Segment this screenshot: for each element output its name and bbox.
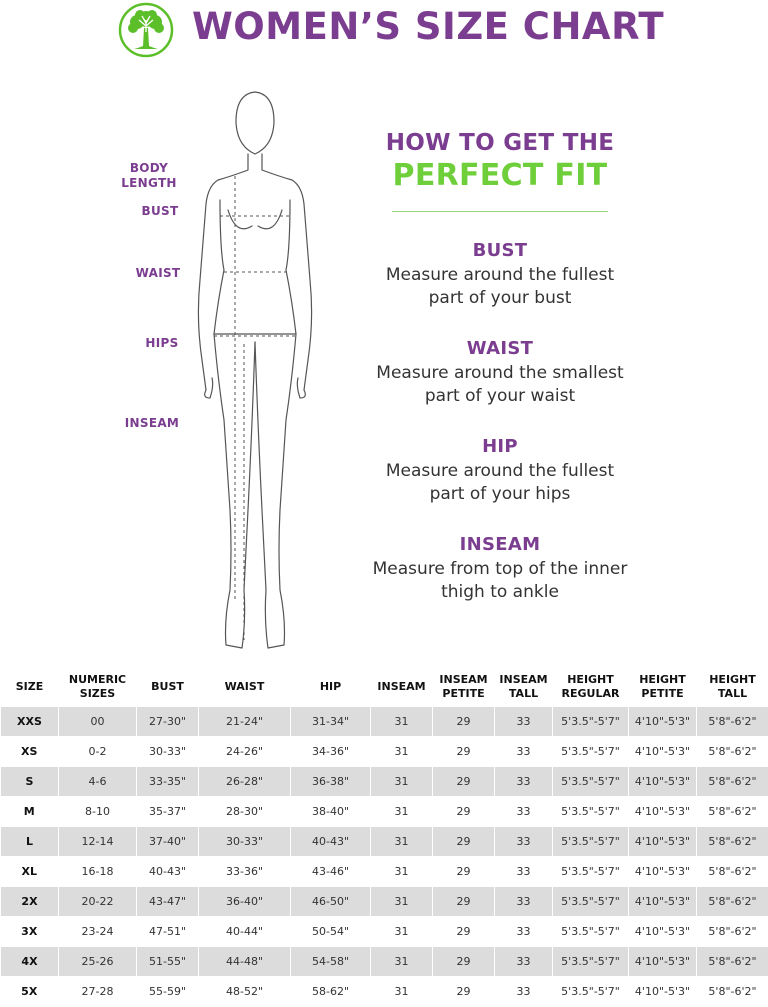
table-cell: 29 (433, 767, 495, 797)
table-cell: 0-2 (59, 737, 137, 767)
table-cell: 4'10"-5'3" (629, 767, 697, 797)
tip-heading: BUST (370, 240, 630, 261)
label-body-length: BODY LENGTH (118, 161, 180, 191)
table-cell: 24-26" (199, 737, 291, 767)
table-cell: 33 (495, 797, 553, 827)
table-cell: 29 (433, 887, 495, 917)
table-cell: 12-14 (59, 827, 137, 857)
table-cell: 36-38" (291, 767, 371, 797)
table-cell: 33 (495, 917, 553, 947)
fit-divider (392, 211, 608, 212)
tip-heading: HIP (370, 436, 630, 457)
table-cell: 5'8"-6'2" (697, 917, 768, 947)
table-header: INSEAM TALL (495, 667, 553, 707)
size-chart-table (0, 667, 768, 1007)
table-cell: 29 (433, 827, 495, 857)
table-cell: 40-44" (199, 917, 291, 947)
table-row (1, 737, 768, 767)
table-cell: 5'8"-6'2" (697, 887, 768, 917)
table-cell: 58-62" (291, 977, 371, 1007)
table-cell: 5'3.5"-5'7" (553, 947, 629, 977)
tip-text: Measure from top of the inner thigh to ankle (370, 558, 630, 604)
table-header: WAIST (199, 667, 291, 707)
page-title: WOMEN’S SIZE CHART (192, 5, 664, 48)
table-cell: 33 (495, 827, 553, 857)
table-cell: 4'10"-5'3" (629, 977, 697, 1007)
tip-text: Measure around the smallest part of your waist (370, 362, 630, 408)
header (0, 0, 768, 60)
size-cell: L (1, 827, 59, 857)
table-cell: 31 (371, 947, 433, 977)
table-cell: 5'8"-6'2" (697, 857, 768, 887)
fit-heading-line2: PERFECT FIT (380, 158, 620, 193)
body-figure-illustration (180, 80, 350, 660)
table-cell: 5'8"-6'2" (697, 737, 768, 767)
table-cell: 48-52" (199, 977, 291, 1007)
table-header-row (1, 667, 768, 707)
table-cell: 5'3.5"-5'7" (553, 737, 629, 767)
table-cell: 4'10"-5'3" (629, 827, 697, 857)
size-cell: M (1, 797, 59, 827)
table-cell: 26-28" (199, 767, 291, 797)
label-waist: WAIST (128, 266, 188, 281)
table-header: NUMERIC SIZES (59, 667, 137, 707)
table-cell: 4'10"-5'3" (629, 857, 697, 887)
table-cell: 28-30" (199, 797, 291, 827)
table-cell: 33 (495, 947, 553, 977)
table-cell: 33 (495, 887, 553, 917)
table-cell: 40-43" (137, 857, 199, 887)
tip-bust (370, 240, 630, 310)
table-cell: 31 (371, 737, 433, 767)
tip-hip (370, 436, 630, 506)
tip-heading: WAIST (370, 338, 630, 359)
table-cell: 5'3.5"-5'7" (553, 977, 629, 1007)
table-cell: 43-46" (291, 857, 371, 887)
table-cell: 31 (371, 767, 433, 797)
table-cell: 5'3.5"-5'7" (553, 767, 629, 797)
table-cell: 8-10 (59, 797, 137, 827)
table-cell: 4'10"-5'3" (629, 707, 697, 737)
table-cell: 29 (433, 857, 495, 887)
table-cell: 4'10"-5'3" (629, 947, 697, 977)
table-cell: 5'8"-6'2" (697, 947, 768, 977)
table-cell: 33 (495, 707, 553, 737)
table-cell: 50-54" (291, 917, 371, 947)
size-cell: 5X (1, 977, 59, 1007)
table-cell: 30-33" (137, 737, 199, 767)
table-cell: 31 (371, 917, 433, 947)
table-header: SIZE (1, 667, 59, 707)
table-cell: 4-6 (59, 767, 137, 797)
label-hips: HIPS (132, 336, 192, 351)
table-header: HEIGHT REGULAR (553, 667, 629, 707)
table-cell: 34-36" (291, 737, 371, 767)
table-row (1, 707, 768, 737)
table-row (1, 857, 768, 887)
tree-logo-icon (118, 2, 174, 58)
size-cell: 3X (1, 917, 59, 947)
table-row (1, 977, 768, 1007)
tip-text: Measure around the fullest part of your bust (370, 264, 630, 310)
table-cell: 23-24 (59, 917, 137, 947)
table-cell: 40-43" (291, 827, 371, 857)
table-cell: 33-35" (137, 767, 199, 797)
table-cell: 25-26 (59, 947, 137, 977)
size-cell: 4X (1, 947, 59, 977)
table-cell: 36-40" (199, 887, 291, 917)
table-cell: 33-36" (199, 857, 291, 887)
table-cell: 4'10"-5'3" (629, 797, 697, 827)
table-cell: 20-22 (59, 887, 137, 917)
table-cell: 5'3.5"-5'7" (553, 857, 629, 887)
table-cell: 27-30" (137, 707, 199, 737)
table-cell: 31-34" (291, 707, 371, 737)
table-cell: 44-48" (199, 947, 291, 977)
table-cell: 31 (371, 797, 433, 827)
table-cell: 5'8"-6'2" (697, 707, 768, 737)
table-cell: 5'8"-6'2" (697, 827, 768, 857)
table-header: HIP (291, 667, 371, 707)
table-cell: 55-59" (137, 977, 199, 1007)
tip-heading: INSEAM (370, 534, 630, 555)
table-cell: 31 (371, 857, 433, 887)
tip-inseam (370, 534, 630, 604)
table-cell: 33 (495, 977, 553, 1007)
size-cell: 2X (1, 887, 59, 917)
table-cell: 33 (495, 737, 553, 767)
table-header: INSEAM PETITE (433, 667, 495, 707)
table-cell: 31 (371, 707, 433, 737)
fit-heading-line1: HOW TO GET THE (380, 130, 620, 156)
table-cell: 5'8"-6'2" (697, 977, 768, 1007)
tip-text: Measure around the fullest part of your hips (370, 460, 630, 506)
table-cell: 29 (433, 947, 495, 977)
tip-waist (370, 338, 630, 408)
table-cell: 21-24" (199, 707, 291, 737)
table-cell: 30-33" (199, 827, 291, 857)
table-cell: 29 (433, 737, 495, 767)
table-cell: 43-47" (137, 887, 199, 917)
table-cell: 4'10"-5'3" (629, 917, 697, 947)
table-cell: 5'3.5"-5'7" (553, 887, 629, 917)
table-header: HEIGHT TALL (697, 667, 768, 707)
table-cell: 47-51" (137, 917, 199, 947)
table-row (1, 947, 768, 977)
table-cell: 35-37" (137, 797, 199, 827)
size-cell: XL (1, 857, 59, 887)
label-inseam: INSEAM (120, 416, 184, 431)
table-cell: 4'10"-5'3" (629, 737, 697, 767)
table-header: INSEAM (371, 667, 433, 707)
table-cell: 51-55" (137, 947, 199, 977)
table-row (1, 797, 768, 827)
fit-panel (380, 130, 620, 212)
table-cell: 38-40" (291, 797, 371, 827)
table-cell: 33 (495, 767, 553, 797)
table-cell: 54-58" (291, 947, 371, 977)
table-row (1, 767, 768, 797)
table-cell: 5'3.5"-5'7" (553, 707, 629, 737)
table-cell: 37-40" (137, 827, 199, 857)
table-cell: 5'8"-6'2" (697, 767, 768, 797)
table-cell: 16-18 (59, 857, 137, 887)
table-cell: 4'10"-5'3" (629, 887, 697, 917)
table-cell: 29 (433, 917, 495, 947)
table-cell: 29 (433, 977, 495, 1007)
table-header: HEIGHT PETITE (629, 667, 697, 707)
table-cell: 5'3.5"-5'7" (553, 797, 629, 827)
table-cell: 29 (433, 797, 495, 827)
table-header: BUST (137, 667, 199, 707)
table-cell: 29 (433, 707, 495, 737)
table-row (1, 917, 768, 947)
table-cell: 00 (59, 707, 137, 737)
table-cell: 31 (371, 827, 433, 857)
table-cell: 31 (371, 977, 433, 1007)
table-cell: 33 (495, 857, 553, 887)
table-cell: 31 (371, 887, 433, 917)
size-cell: XXS (1, 707, 59, 737)
table-row (1, 887, 768, 917)
table-row (1, 827, 768, 857)
label-bust: BUST (130, 204, 190, 219)
table-cell: 5'3.5"-5'7" (553, 827, 629, 857)
table-cell: 46-50" (291, 887, 371, 917)
table-cell: 5'3.5"-5'7" (553, 917, 629, 947)
size-cell: S (1, 767, 59, 797)
table-cell: 27-28 (59, 977, 137, 1007)
table-cell: 5'8"-6'2" (697, 797, 768, 827)
size-cell: XS (1, 737, 59, 767)
